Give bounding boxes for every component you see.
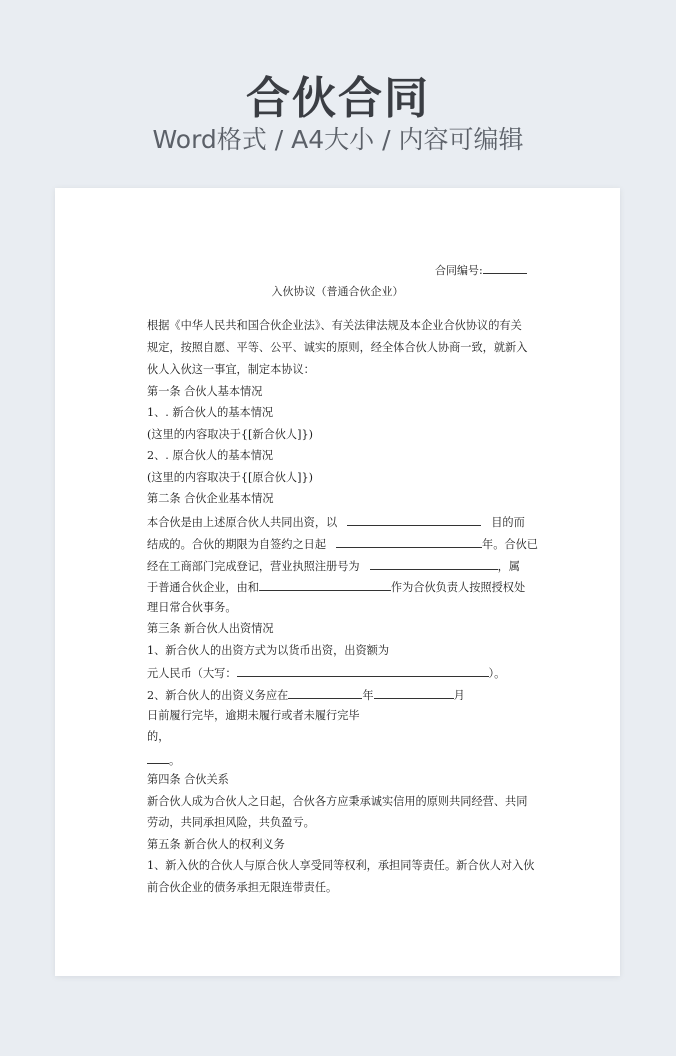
article-2-line	[147, 514, 525, 530]
article-1-note: (这里的内容取决于{[原合伙人]})	[147, 471, 313, 484]
text-segment: 年	[362, 689, 374, 702]
article-1-item: 1、. 新合伙人的基本情况	[147, 406, 274, 419]
text-segment: ，属	[497, 560, 520, 573]
text-segment: 。	[169, 754, 181, 767]
intro-line: 规定，按照自愿、平等、公平、诚实的原则，经全体合伙人协商一致，就新入	[147, 341, 528, 354]
article-3-line: 日前履行完毕，逾期未履行或者未履行完毕	[147, 709, 360, 722]
text-segment: 年。合伙已	[482, 538, 538, 551]
article-1-item: 2、. 原合伙人的基本情况	[147, 449, 274, 462]
intro-line: 根据《中华人民共和国合伙企业法》、有关法律法规及本企业合伙协议的有关	[147, 319, 522, 332]
text-segment: 2、新合伙人的出资义务应在	[147, 689, 289, 702]
contract-number-blank[interactable]	[483, 262, 527, 274]
term-blank[interactable]	[336, 536, 482, 548]
article-3-line	[147, 665, 505, 681]
year-blank[interactable]	[288, 687, 362, 699]
article-4-title: 第四条 合伙关系	[147, 773, 229, 786]
text-segment: 于普通合伙企业，由和	[147, 581, 259, 594]
article-2-title: 第二条 合伙企业基本情况	[147, 492, 274, 505]
license-number-blank[interactable]	[370, 558, 498, 570]
article-5-line: 1、新入伙的合伙人与原合伙人享受同等权利，承担同等责任。新合伙人对入伙	[147, 859, 535, 872]
article-3-line: 的，	[147, 730, 170, 743]
article-5-line: 前合伙企业的债务承担无限连带责任。	[147, 881, 338, 894]
article-3-line	[147, 752, 180, 768]
article-1-note: (这里的内容取决于{[新合伙人]})	[147, 428, 313, 441]
document-page	[55, 188, 620, 976]
text-segment: 元人民币（大写：	[147, 667, 237, 680]
month-blank[interactable]	[374, 687, 454, 699]
article-4-line: 劳动，共同承担风险，共负盈亏。	[147, 816, 315, 829]
document-heading: 入伙协议（普通合伙企业）	[271, 285, 404, 298]
article-2-line: 理日常合伙事务。	[147, 601, 237, 614]
banner-subtitle: Word格式 / A4大小 / 内容可编辑	[152, 125, 524, 154]
article-1-title: 第一条 合伙人基本情况	[147, 385, 263, 398]
text-segment: 目的而	[491, 516, 525, 529]
manager-blank[interactable]	[259, 579, 391, 591]
article-2-line	[147, 579, 525, 595]
penalty-blank[interactable]	[147, 752, 169, 764]
article-3-title: 第三条 新合伙人出资情况	[147, 622, 274, 635]
text-segment: 本合伙是由上述原合伙人共同出资，以	[147, 516, 338, 529]
article-3-line: 1、新合伙人的出资方式为以货币出资，出资额为	[147, 644, 390, 657]
banner-title: 合伙合同	[246, 73, 430, 124]
text-segment: ）。	[488, 667, 506, 680]
text-segment: 月	[453, 689, 465, 702]
contract-number	[435, 262, 527, 278]
article-5-title: 第五条 新合伙人的权利义务	[147, 838, 285, 851]
text-segment: 作为合伙负责人按照授权处	[390, 581, 526, 594]
article-2-line	[147, 558, 520, 574]
contract-number-label: 合同编号:	[435, 264, 483, 277]
article-2-line	[147, 536, 538, 552]
text-segment: 结成的。合伙的期限为自签约之日起	[147, 538, 327, 551]
amount-words-blank[interactable]	[237, 665, 489, 677]
purpose-blank[interactable]	[347, 514, 481, 526]
article-4-line: 新合伙人成为合伙人之日起，合伙各方应秉承诚实信用的原则共同经营、共同	[147, 795, 528, 808]
article-3-line	[147, 687, 465, 703]
intro-line: 伙人入伙这一事宜，制定本协议：	[147, 363, 315, 376]
text-segment: 经在工商部门完成登记，营业执照注册号为	[147, 560, 360, 573]
